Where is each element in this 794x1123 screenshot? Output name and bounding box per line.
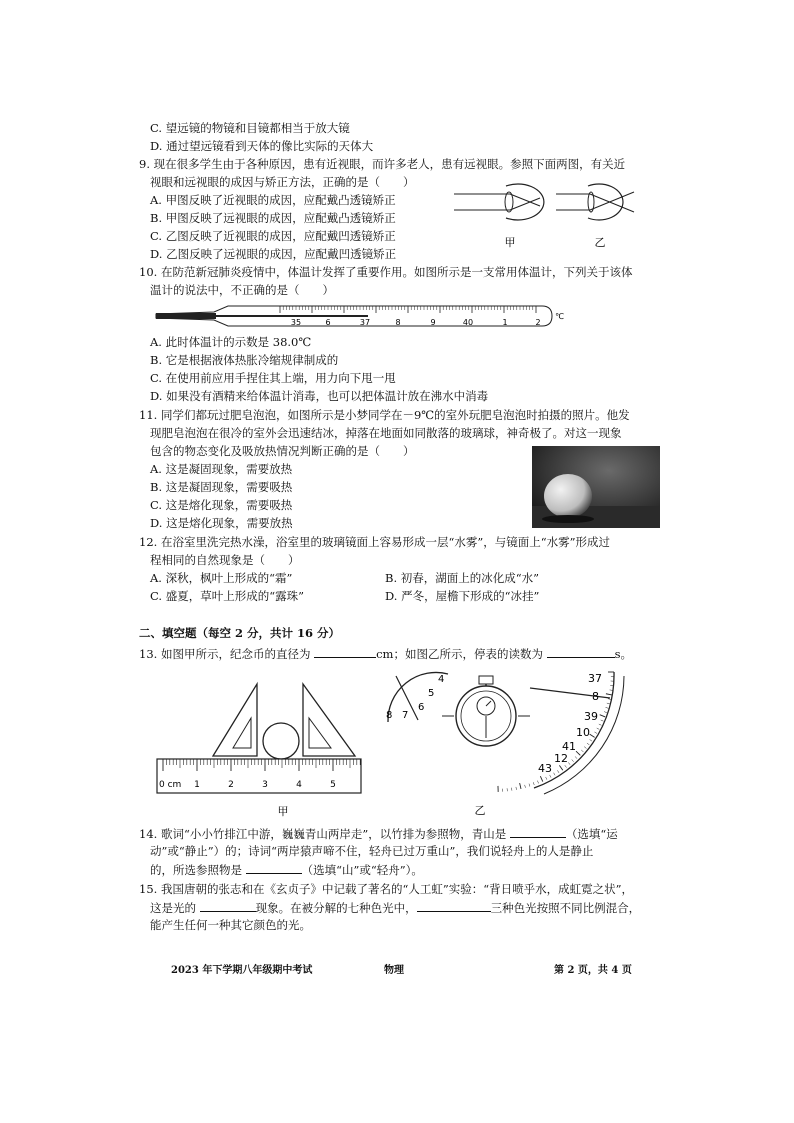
q10-stem-line1: 10. 在防范新冠肺炎疫情中，体温计发挥了重要作用。如图所示是一支常用体温计，下列关于该体 <box>139 265 633 279</box>
q14-line2: 动”或“静止”）的；诗词“两岸猿声啼不住，轻舟已过万重山”，我们说轻舟上的人是静止 <box>150 844 594 858</box>
q15-line2a: 这是光的 <box>150 901 200 915</box>
q13-blank-diameter[interactable] <box>314 646 376 658</box>
tick-mark <box>550 775 551 778</box>
q15-blank-2[interactable] <box>417 900 491 912</box>
q11-stem-line2: 现肥皂泡泡在很冷的室外会迅速结冰，掉落在地面如同散落的玻璃球，神奇极了。对这一现象 <box>150 426 622 440</box>
footer-subject: 物理 <box>384 965 404 976</box>
q14-line1a: 14. 歌词“小小竹排江中游，巍巍青山两岸走”，以竹排为参照物，青山是 <box>139 827 510 841</box>
ruler-coin-figure <box>155 672 365 820</box>
tick-mark <box>587 743 589 745</box>
scale-label-6: 6 <box>325 318 331 327</box>
tick-mark <box>606 707 609 708</box>
tick-mark <box>576 751 580 755</box>
tick-mark <box>600 715 606 717</box>
footer-page-number: 第 2 页，共 4 页 <box>554 965 632 976</box>
small-dial-6: 6 <box>418 702 425 713</box>
tick-mark <box>601 720 604 721</box>
tick-mark <box>516 787 517 790</box>
q11-stem-line1: 11. 同学们都玩过肥皂泡泡，如图所示是小梦同学在－9℃的室外玩肥皂泡泡时拍摄的照片。他发 <box>139 408 630 422</box>
q10-option-a: A. 此时体温计的示数是 38.0℃ <box>150 335 312 349</box>
tick-mark <box>594 732 597 734</box>
tick-mark <box>525 785 526 788</box>
tick-mark <box>559 765 562 770</box>
scale-label-35: 35 <box>290 318 302 327</box>
q15-line1: 15. 我国唐朝的张志和在《玄贞子》中记载了著名的“人工虹”实验：“背日喷乎水，成虹霓之状”， <box>139 882 633 896</box>
tick-mark <box>597 728 600 729</box>
ruler-label-0: 0 cm <box>159 780 182 790</box>
scale-label-37: 37 <box>359 318 371 327</box>
q12-option-a: A. 深秋，枫叶上形成的“霜” <box>150 571 293 585</box>
tick-mark <box>606 694 612 695</box>
tick-mark <box>540 776 542 781</box>
thermometer-bulb <box>156 313 216 319</box>
q14-line3 <box>150 862 423 878</box>
q15-line2c: 三种色光按照不同比例混合， <box>490 901 641 915</box>
q11-option-a: A. 这是凝固现象，需要放热 <box>150 462 293 476</box>
q11-stem-line3: 包含的物态变化及吸放热情况判断正确的是（ ） <box>150 444 415 458</box>
ice-bubble <box>544 474 592 518</box>
q11-option-d: D. 这是熔化现象，需要放热 <box>150 516 293 530</box>
q14-line3b: （选填“山”或“轻舟”）。 <box>301 863 423 877</box>
tick-mark <box>520 783 521 789</box>
q15-line2 <box>150 900 640 916</box>
tick-mark <box>546 777 547 780</box>
eye-diagram-jia <box>454 184 544 220</box>
q8-option-c: C. 望远镜的物镜和目镜都相当于放大镜 <box>150 121 350 135</box>
q11-option-b: B. 这是凝固现象，需要吸热 <box>150 480 293 494</box>
big-dial-12: 12 <box>554 752 568 765</box>
q14-blank-2[interactable] <box>246 862 302 874</box>
q9-option-b: B. 甲图反映了远视眼的成因，应配戴凸透镜矫正 <box>150 211 396 225</box>
small-dial-4: 4 <box>438 674 445 685</box>
q12-option-c: C. 盛夏，草叶上形成的“露珠” <box>150 589 304 603</box>
q13-part3: s。 <box>614 647 633 661</box>
q8-option-d: D. 通过望远镜看到天体的像比实际的天体大 <box>150 139 374 153</box>
eye-diagrams-figure <box>452 182 652 252</box>
fig-label-yi: 乙 <box>474 804 486 817</box>
scale-label-8: 8 <box>395 318 401 327</box>
q15-line3: 能产生任何一种其它颜色的光。 <box>150 918 311 932</box>
tick-mark <box>608 699 611 700</box>
q12-option-d: D. 严冬，屋檐下形成的“冰挂” <box>385 589 540 603</box>
tick-mark <box>572 759 574 761</box>
q9-stem-line1: 9. 现在很多学生由于各种原因，患有近视眼，而许多老人，患有远视眼。参照下面两图，有关近 <box>139 157 626 171</box>
tick-mark <box>568 762 570 764</box>
thermometer-unit: ℃ <box>555 312 564 321</box>
tick-mark <box>604 712 607 713</box>
big-dial-37: 37 <box>588 672 602 685</box>
tick-mark <box>565 765 567 767</box>
q13-part2: cm；如图乙所示，停表的读数为 <box>376 647 547 661</box>
thermometer-figure <box>150 302 570 332</box>
tick-mark <box>599 724 602 725</box>
q10-option-b: B. 它是根据液体热胀冷缩规律制成的 <box>150 353 339 367</box>
q13-blank-stopwatch[interactable] <box>547 646 615 658</box>
q12-stem-line2: 程相同的自然现象是（ ） <box>150 553 300 567</box>
big-dial-10: 10 <box>576 726 590 739</box>
ruler-label-4: 4 <box>296 780 302 790</box>
big-dial-43: 43 <box>538 762 552 775</box>
ruler-label-2: 2 <box>228 780 234 790</box>
ruler-label-1: 1 <box>194 780 200 790</box>
tick-mark <box>590 739 592 741</box>
tick-mark <box>607 703 610 704</box>
big-dial-41: 41 <box>562 740 576 753</box>
q14-line1b: （选填“运 <box>565 827 618 841</box>
tick-mark <box>554 773 556 776</box>
coin <box>263 723 299 759</box>
q9-option-d: D. 乙图反映了远视眼的成因，应配戴凹透镜矫正 <box>150 247 397 261</box>
q10-option-d: D. 如果没有酒精来给体温计消毒，也可以把体温计放在沸水中消毒 <box>150 389 489 403</box>
scale-label-2: 2 <box>535 318 541 327</box>
scale-label-40: 40 <box>462 318 474 327</box>
tick-mark <box>529 784 530 787</box>
q14-blank-1[interactable] <box>510 826 566 838</box>
tick-mark <box>557 770 559 773</box>
q9-option-a: A. 甲图反映了近视眼的成因，应配戴凸透镜矫正 <box>150 193 396 207</box>
q9-option-c: C. 乙图反映了近视眼的成因，应配戴凹透镜矫正 <box>150 229 396 243</box>
tick-mark <box>537 781 538 784</box>
eye-label-jia: 甲 <box>504 236 516 249</box>
small-dial-5: 5 <box>428 688 435 699</box>
q12-stem-line1: 12. 在浴室里洗完热水澡，浴室里的玻璃镜面上容易形成一层“水雾”，与镜面上“水雾”形成过 <box>139 535 610 549</box>
q11-option-c: C. 这是熔化现象，需要吸热 <box>150 498 293 512</box>
ruler-label-3: 3 <box>262 780 268 790</box>
q12-option-b: B. 初春，湖面上的冰化成“水” <box>385 571 540 585</box>
big-dial-39: 39 <box>584 710 598 723</box>
small-dial-8: 8 <box>386 710 393 721</box>
footer-exam-name: 2023 年下学期八年级期中考试 <box>171 965 313 976</box>
q14-line3a: 的，所选参照物是 <box>150 863 246 877</box>
q15-line2b: 现象。在被分解的七种色光中， <box>255 901 417 915</box>
tick-mark <box>533 782 534 785</box>
scale-label-1: 1 <box>502 318 508 327</box>
q9-stem-line2: 视眼和远视眼的成因与矫正方法，正确的是（ ） <box>150 175 415 189</box>
section-title-fill-in: 二、填空题（每空 2 分，共计 16 分） <box>139 626 341 640</box>
frozen-bubble-photo <box>532 446 660 528</box>
q10-option-c: C. 在使用前应用手捏住其上端，用力向下甩一甩 <box>150 371 396 385</box>
q14-line1 <box>139 826 618 842</box>
tick-mark <box>584 747 586 749</box>
q15-blank-1[interactable] <box>200 900 256 912</box>
ruler-label-5: 5 <box>330 780 336 790</box>
big-dial-8: 8 <box>592 690 599 703</box>
q13-part1: 13. 如图甲所示，纪念币的直径为 <box>139 647 315 661</box>
small-dial-7: 7 <box>402 710 409 721</box>
q13-stem <box>139 646 632 662</box>
tick-mark <box>590 734 595 737</box>
stopwatch-figure <box>378 668 648 820</box>
tick-mark <box>581 750 583 752</box>
scale-label-9: 9 <box>430 318 436 327</box>
eye-diagram-yi <box>556 184 634 220</box>
tick-mark <box>575 756 577 758</box>
fig-label-jia: 甲 <box>277 805 289 818</box>
eye-label-yi: 乙 <box>594 236 606 249</box>
q10-stem-line2: 温计的说法中，不正确的是（ ） <box>150 283 334 297</box>
